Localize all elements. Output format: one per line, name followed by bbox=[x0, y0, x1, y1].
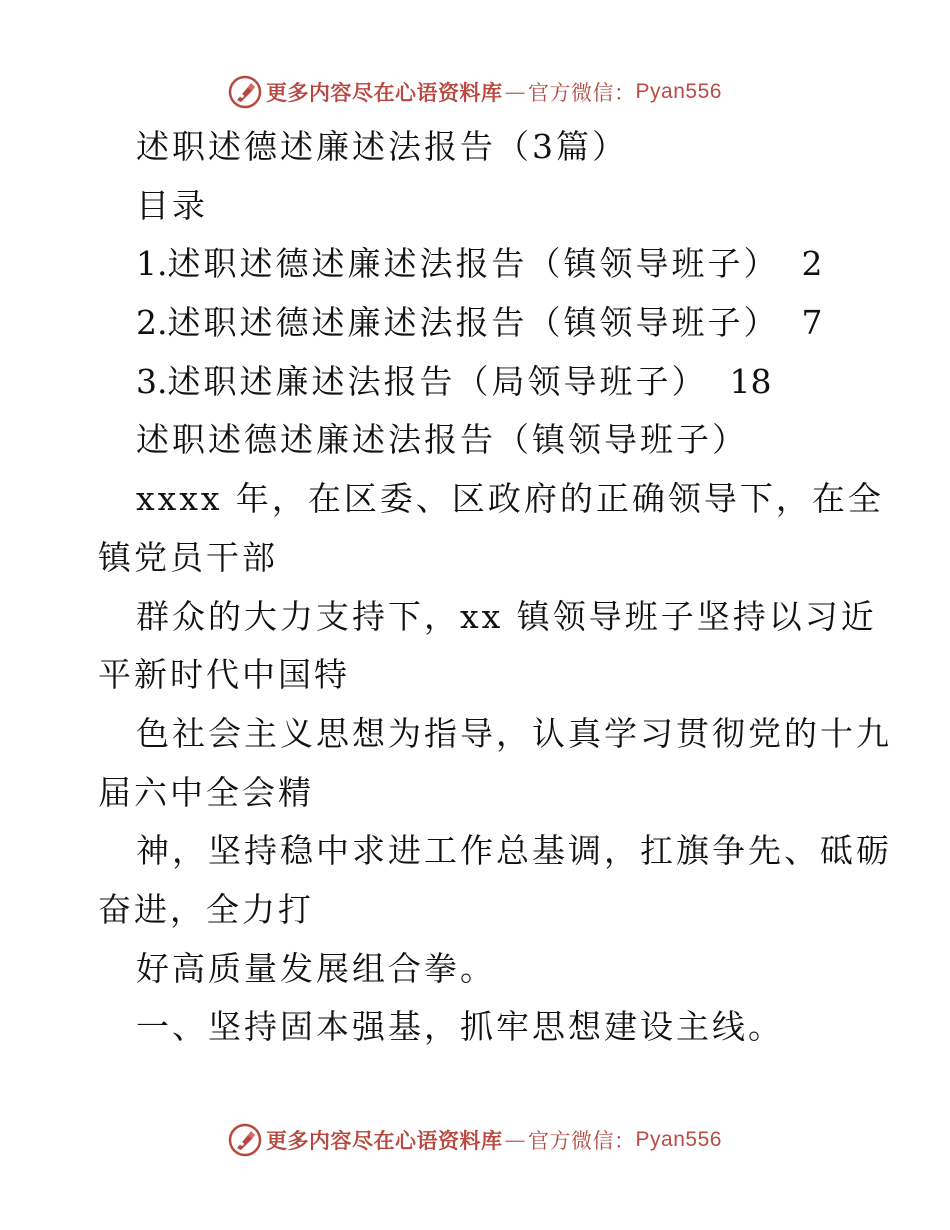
watermark-brand: 更多内容尽在心语资料库 bbox=[266, 1128, 503, 1153]
toc-entry-1[interactable] bbox=[98, 235, 858, 294]
paragraph-1-line-2: 镇党员干部 bbox=[98, 537, 278, 577]
watermark-wechat-id: Pyan556 bbox=[635, 1128, 722, 1151]
paragraph-2-line-2: 平新时代中国特 bbox=[98, 655, 350, 695]
footer-watermark bbox=[0, 1120, 950, 1160]
toc-entry-2[interactable] bbox=[98, 294, 858, 353]
heading-1: 一、坚持固本强基，抓牢思想建设主线。 bbox=[136, 1007, 784, 1047]
toc-entry-page: 7 bbox=[801, 303, 823, 343]
section-title: 述职述德述廉述法报告（镇领导班子） bbox=[136, 420, 748, 460]
document-body bbox=[98, 118, 892, 1057]
toc-entry-page: 2 bbox=[801, 244, 823, 284]
paragraph-4-line-1: 神，坚持稳中求进工作总基调，扛旗争先、砥砺 bbox=[136, 831, 892, 871]
toc-entry-number: 1. bbox=[136, 244, 168, 284]
watermark-brand: 更多内容尽在心语资料库 bbox=[266, 80, 503, 105]
pen-nib-logo-icon bbox=[228, 75, 262, 109]
document-title: 述职述德述廉述法报告（3篇） bbox=[136, 127, 628, 166]
paragraph-3-line-2: 届六中全会精 bbox=[98, 772, 314, 812]
watermark-wechat-label: 官方微信： bbox=[528, 1129, 636, 1153]
watermark-wechat-label: 官方微信： bbox=[528, 81, 636, 105]
watermark-separator: — bbox=[504, 80, 527, 104]
paragraph-3-line-1: 色社会主义思想为指导，认真学习贯彻党的十九 bbox=[136, 713, 892, 753]
toc-entry-text: 述职述德述廉述法报告（镇领导班子） bbox=[167, 244, 780, 284]
watermark-separator: — bbox=[504, 1128, 527, 1152]
pen-nib-logo-icon bbox=[228, 1123, 262, 1157]
header-watermark bbox=[0, 72, 950, 112]
paragraph-5-line-1: 好高质量发展组合拳。 bbox=[136, 948, 496, 988]
paragraph-4-line-2: 奋进，全力打 bbox=[98, 889, 314, 929]
toc-entry-number: 3. bbox=[136, 361, 168, 401]
toc-entry-text: 述职述廉述法报告（局领导班子） bbox=[167, 361, 708, 401]
toc-entry-text: 述职述德述廉述法报告（镇领导班子） bbox=[167, 303, 780, 343]
toc-heading: 目录 bbox=[136, 185, 208, 225]
toc-entry-page: 18 bbox=[729, 361, 772, 401]
paragraph-1-line-1: xxxx 年，在区委、区政府的正确领导下，在全 bbox=[136, 479, 884, 519]
toc-entry-number: 2. bbox=[136, 303, 168, 343]
watermark-wechat-id: Pyan556 bbox=[635, 80, 722, 103]
paragraph-2-line-1: 群众的大力支持下，xx 镇领导班子坚持以习近 bbox=[136, 596, 877, 636]
toc-entry-3[interactable] bbox=[98, 353, 858, 412]
